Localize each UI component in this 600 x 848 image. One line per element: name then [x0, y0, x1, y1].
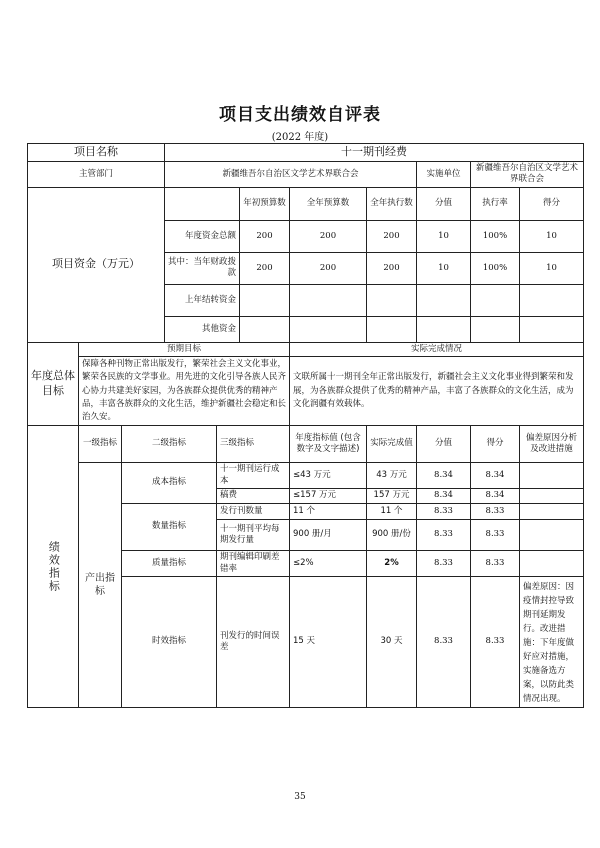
score-value: 8.34	[417, 463, 471, 489]
level2-indicator: 质量指标	[122, 551, 217, 577]
actual-value: 43 万元	[367, 463, 417, 489]
score: 8.34	[471, 489, 520, 504]
funds-cell	[367, 284, 417, 316]
funds-cell: 10	[520, 220, 584, 252]
funds-cell: 200	[367, 252, 417, 284]
funds-cell: 200	[290, 220, 367, 252]
level3-indicator: 十一期刊运行成本	[217, 463, 290, 489]
score: 8.34	[471, 463, 520, 489]
funds-cell	[290, 284, 367, 316]
year-subtitle: (2022 年度)	[271, 132, 329, 143]
deviation-note	[520, 551, 584, 577]
funds-cell: 10	[417, 252, 471, 284]
actual-value: 11 个	[367, 504, 417, 520]
funds-header-blank	[165, 187, 240, 220]
level3-indicator: 稿费	[217, 489, 290, 504]
target-value: ≤2%	[290, 551, 367, 577]
dept-label: 主管部门	[28, 161, 165, 187]
funds-cell	[520, 284, 584, 316]
annual-goals-label: 年度总体目标	[28, 342, 79, 425]
target-value: ≤43 万元	[290, 463, 367, 489]
funds-row-label: 上年结转资金	[165, 284, 240, 316]
score: 8.33	[471, 504, 520, 520]
expected-goal-header: 预期目标	[79, 342, 290, 356]
perf-header-target: 年度指标值 (包含数字及文字描述)	[290, 426, 367, 463]
target-value: 15 天	[290, 576, 367, 707]
funds-row-label: 其中：当年财政拨款	[165, 252, 240, 284]
funds-cell: 100%	[471, 252, 520, 284]
funds-header-annual: 全年预算数	[290, 187, 367, 220]
level3-indicator: 发行刊数量	[217, 504, 290, 520]
score-value: 8.33	[417, 576, 471, 707]
perf-header-level1: 一级指标	[79, 426, 122, 463]
funds-cell: 200	[290, 252, 367, 284]
deviation-note	[520, 520, 584, 551]
expected-goal-text: 保障各种刊物正常出版发行，繁荣社会主义文化事业，繁荣各民族的文学事业。用先进的文化引导各族人民齐心协力共建美好家园，为各族群众提供优秀的精神产品，丰富各族群众的文化生活，维护新疆社会稳定和长治久安。	[79, 357, 290, 426]
score: 8.33	[471, 520, 520, 551]
perf-header-deviation: 偏差原因分析及改进措施	[520, 426, 584, 463]
score-value: 8.34	[417, 489, 471, 504]
funds-cell	[240, 284, 290, 316]
level3-indicator: 期刊编辑印刷差错率	[217, 551, 290, 577]
funds-cell	[520, 316, 584, 342]
actual-value: 900 册/份	[367, 520, 417, 551]
actual-result-text: 文联所属十一期刊全年正常出版发行，新疆社会主义文化事业得到繁荣和发展，为各族群众提供了优秀的精神产品，丰富了各族群众的文化生活，成为文化润疆有效载体。	[290, 357, 584, 426]
perf-header-level2: 二级指标	[122, 426, 217, 463]
funds-header-score: 得分	[520, 187, 584, 220]
funds-cell	[417, 316, 471, 342]
funds-cell: 10	[520, 252, 584, 284]
funds-cell: 200	[367, 220, 417, 252]
level2-indicator: 成本指标	[122, 463, 217, 504]
level3-indicator: 刊发行的时间误差	[217, 576, 290, 707]
funds-cell	[240, 316, 290, 342]
funds-header-executed: 全年执行数	[367, 187, 417, 220]
target-value: 900 册/月	[290, 520, 367, 551]
perf-header-score-value: 分值	[417, 426, 471, 463]
perf-header-level3: 三级指标	[217, 426, 290, 463]
funds-cell	[471, 284, 520, 316]
project-name-value: 十一期刊经费	[165, 144, 584, 162]
target-value: 11 个	[290, 504, 367, 520]
score: 8.33	[471, 576, 520, 707]
funds-cell	[290, 316, 367, 342]
actual-value: 2%	[367, 551, 417, 577]
funds-cell	[471, 316, 520, 342]
level3-indicator: 十一期刊平均每期发行量	[217, 520, 290, 551]
perf-header-actual: 实际完成值	[367, 426, 417, 463]
unit-label: 实施单位	[417, 161, 471, 187]
score-value: 8.33	[417, 504, 471, 520]
funds-cell: 200	[240, 252, 290, 284]
funds-header-initial: 年初预算数	[240, 187, 290, 220]
funds-cell	[417, 284, 471, 316]
deviation-note: 偏差原因：因疫情封控导致期刊延期发行。改进措施：下年度做好应对措施，实施备选方案，以防此类情况出现。	[520, 576, 584, 707]
funds-header-score-value: 分值	[417, 187, 471, 220]
deviation-note	[520, 504, 584, 520]
project-name-label: 项目名称	[28, 144, 165, 162]
level1-output-indicator: 产出指标	[79, 463, 122, 708]
actual-value: 157 万元	[367, 489, 417, 504]
page-title: 项目支出绩效自评表	[219, 105, 381, 125]
perf-header-score: 得分	[471, 426, 520, 463]
funds-label: 项目资金（万元）	[28, 187, 165, 342]
funds-cell: 100%	[471, 220, 520, 252]
unit-value: 新疆维吾尔自治区文学艺术界联合会	[471, 161, 584, 187]
dept-value: 新疆维吾尔自治区文学艺术界联合会	[165, 161, 417, 187]
score: 8.33	[471, 551, 520, 577]
funds-header-rate: 执行率	[471, 187, 520, 220]
funds-cell: 10	[417, 220, 471, 252]
score-value: 8.33	[417, 551, 471, 577]
performance-label: 绩效指标	[28, 426, 79, 708]
funds-cell	[367, 316, 417, 342]
performance-table	[27, 143, 584, 708]
funds-cell: 200	[240, 220, 290, 252]
deviation-note	[520, 489, 584, 504]
funds-row-label: 年度资金总额	[165, 220, 240, 252]
score-value: 8.33	[417, 520, 471, 551]
actual-result-header: 实际完成情况	[290, 342, 584, 356]
funds-row-label: 其他资金	[165, 316, 240, 342]
actual-value: 30 天	[367, 576, 417, 707]
deviation-note	[520, 463, 584, 489]
target-value: ≤157 万元	[290, 489, 367, 504]
page-number: 35	[294, 792, 306, 802]
level2-indicator: 数量指标	[122, 504, 217, 551]
level2-indicator: 时效指标	[122, 576, 217, 707]
